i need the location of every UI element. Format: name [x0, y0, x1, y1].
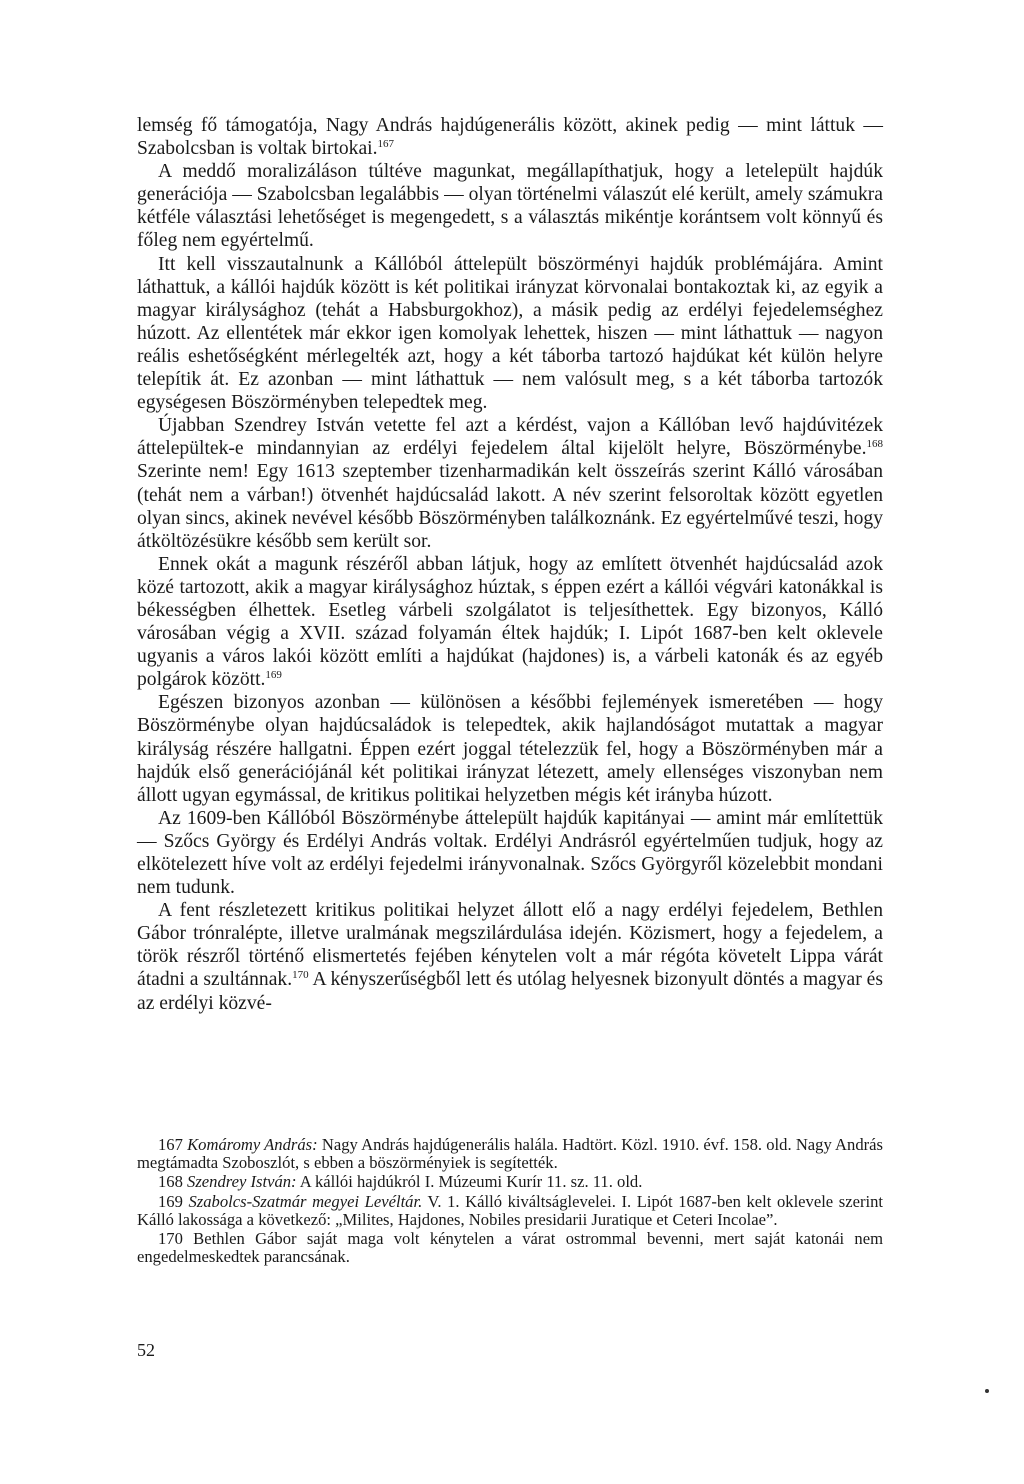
footnote: [137, 1173, 883, 1191]
footnote-ref: 168: [866, 438, 883, 451]
footnote-text: Bethlen Gábor saját maga volt kénytelen a várat ostrommal bevenni, mert saját katonái nem engedelmeskedtek parancsának.: [137, 1229, 883, 1267]
page-number: 52: [137, 1340, 155, 1360]
paragraph-text: Az 1609-ben Kállóból Böszörménybe áttelepült hajdúk kapitányai — amint már említettük — Szőcs György és Erdélyi András voltak. Erdélyi Andrásról egyértelműen tudjuk, hogy az elkötelezett híve volt az erdélyi fejedelmi irányvonalnak. Szőcs Györgyről közelebbit mondani nem tudunk.: [137, 807, 883, 899]
paragraph-text: Ennek okát a magunk részéről abban látjuk, hogy az említett ötvenhét hajdúcsalád azok közé tartozott, akik a magyar királysághoz húztak, s éppen ezért a kállói végvári katonákkal is békességben élhettek. Esetleg várbeli szolgálatot is teljesíthettek. Egy bizonyos, Kálló városában végig a XVII. század folyamán éltek hajdúk; I. Lipót 1687-ben kelt oklevele ugyanis a város lakói között említi a hajdúkat (hajdones) is, a várbeli katonák és az egyéb polgárok között.: [137, 553, 883, 691]
footnote-number: 169: [158, 1191, 183, 1211]
paragraph-text: lemség fő támogatója, Nagy András hajdúgenerális között, akinek pedig — mint láttuk — Szabolcsban is voltak birtokai.: [137, 115, 883, 160]
paragraph-text: Egészen bizonyos azonban — különösen a későbbi fejlemények ismeretében — hogy Böszörménybe olyan hajdúcsaládok is telepedtek, akik hajlandóságot mutattak a magyar királyság részére hallgatni. Éppen ezért joggal tételezzük fel, hogy a Böszörményben már a hajdúk első generációjánál két politikai irányzat létezett, amely ellenséges viszonyban nem állott ugyan egymással, de kritikus politikai helyzetben mégis két irányba húzott.: [137, 692, 883, 806]
footnote-ref: 169: [265, 669, 282, 682]
body-paragraph: [137, 691, 883, 806]
footnote: [137, 1193, 883, 1229]
scan-speck: [985, 1389, 989, 1393]
paragraph-text: A fent részletezett kritikus politikai helyzet állott elő a nagy erdélyi fejedelem, Bethlen Gábor trónralépte, illetve uralmának megszilárdulása idején. Közismert, hogy a fejedelem, a török részről történő elismertetés fejében kénytelen volt a már régóta követelt Lippa várát átadni a szultánnak.: [137, 900, 883, 991]
body-paragraph: [137, 114, 883, 160]
body-paragraph: [137, 553, 883, 692]
body-paragraph: [137, 807, 883, 899]
footnote: [137, 1230, 883, 1266]
footnote-ref: 170: [292, 969, 309, 982]
paragraph-text: Újabban Szendrey István vetette fel azt a kérdést, vajon a Kállóban levő hajdúvitézek áttelepültek-e mindannyian az erdélyi fejedelem által kijelölt helyre, Böszörménybe.: [137, 415, 883, 460]
footnote-number: 170: [158, 1229, 183, 1249]
paragraph-text: A meddő moralizáláson túltéve magunkat, megállapíthatjuk, hogy a letelepült hajdúk generációja — Szabolcsban legalábbis — olyan történelmi válaszút elé került, amely számukra kétféle választási lehetőséget is megengedett, s a választás mikéntje korántsem volt könnyű és főleg nem egyértelmű.: [137, 161, 883, 252]
paragraph-text: A kényszerűségből lett és utólag helyesnek bizonyult döntés a magyar és az erdélyi közvé-: [137, 969, 883, 1014]
paragraph-text: Szerinte nem! Egy 1613 szeptember tizenharmadikán kelt összeírás szerint Kálló városában (tehát nem a várban!) ötvenhét hajdúcsalád lakott. A név szerint felsoroltak között egyetlen olyan sincs, akinek nevével később Böszörményben találkoznánk. Ez egyértelművé teszi, hogy átköltözésükre később sem került sor.: [137, 461, 883, 552]
footnote-author: Szendrey István:: [187, 1172, 297, 1192]
footnotes: [137, 1136, 883, 1267]
footnote: [137, 1136, 883, 1172]
footnote-number: 167: [158, 1135, 183, 1154]
footnote-text: Nagy András hajdúgenerális halála. Hadtört. Közl. 1910. évf. 158. old. Nagy András megtámadta Szoboszlót, s ebben a böszörményiek is segítették.: [137, 1135, 883, 1173]
footnote-text: V. 1. Kálló kiváltságlevelei. I. Lipót 1687-ben kelt oklevele szerint Kálló lakossága a következő: „Milites, Hajdones, Nobiles presidarii Juratique et Ceteri Incolae”.: [137, 1191, 883, 1229]
body-paragraph: [137, 414, 883, 553]
body-paragraph: [137, 160, 883, 252]
footnote-ref: 167: [377, 138, 395, 151]
body-paragraph: [137, 899, 883, 1014]
paragraph-text: Itt kell visszautalnunk a Kállóból áttelepült böszörményi hajdúk problémájára. Amint láthattuk, a kállói hajdúk között is két politikai irányzat körvonalai bontakoztak ki, az egyik a magyar királysághoz (tehát a Habsburgokhoz), a másik pedig az erdélyi fejedelemséghez húzott. Az ellentétek már ekkor igen komolyak lehettek, hiszen — mint láthattuk — nagyon reális eshetőségként mérlegelték azt, hogy a két táborba tartozó hajdúkat két külön helyre telepítik át. Ez azonban — mint láthattuk — nem valósult meg, s a két táborba tartozók egységesen Böszörményben telepedtek meg.: [137, 253, 883, 414]
footnote-author: Komáromy András:: [187, 1135, 318, 1154]
body-text: [137, 114, 883, 1015]
footnote-author: Szabolcs-Szatmár megyei Levéltár.: [188, 1191, 423, 1211]
footnote-text: A kállói hajdúkról I. Múzeumi Kurír 11. sz. 11. old.: [299, 1172, 643, 1192]
body-paragraph: [137, 253, 883, 415]
footnote-number: 168: [158, 1172, 183, 1192]
